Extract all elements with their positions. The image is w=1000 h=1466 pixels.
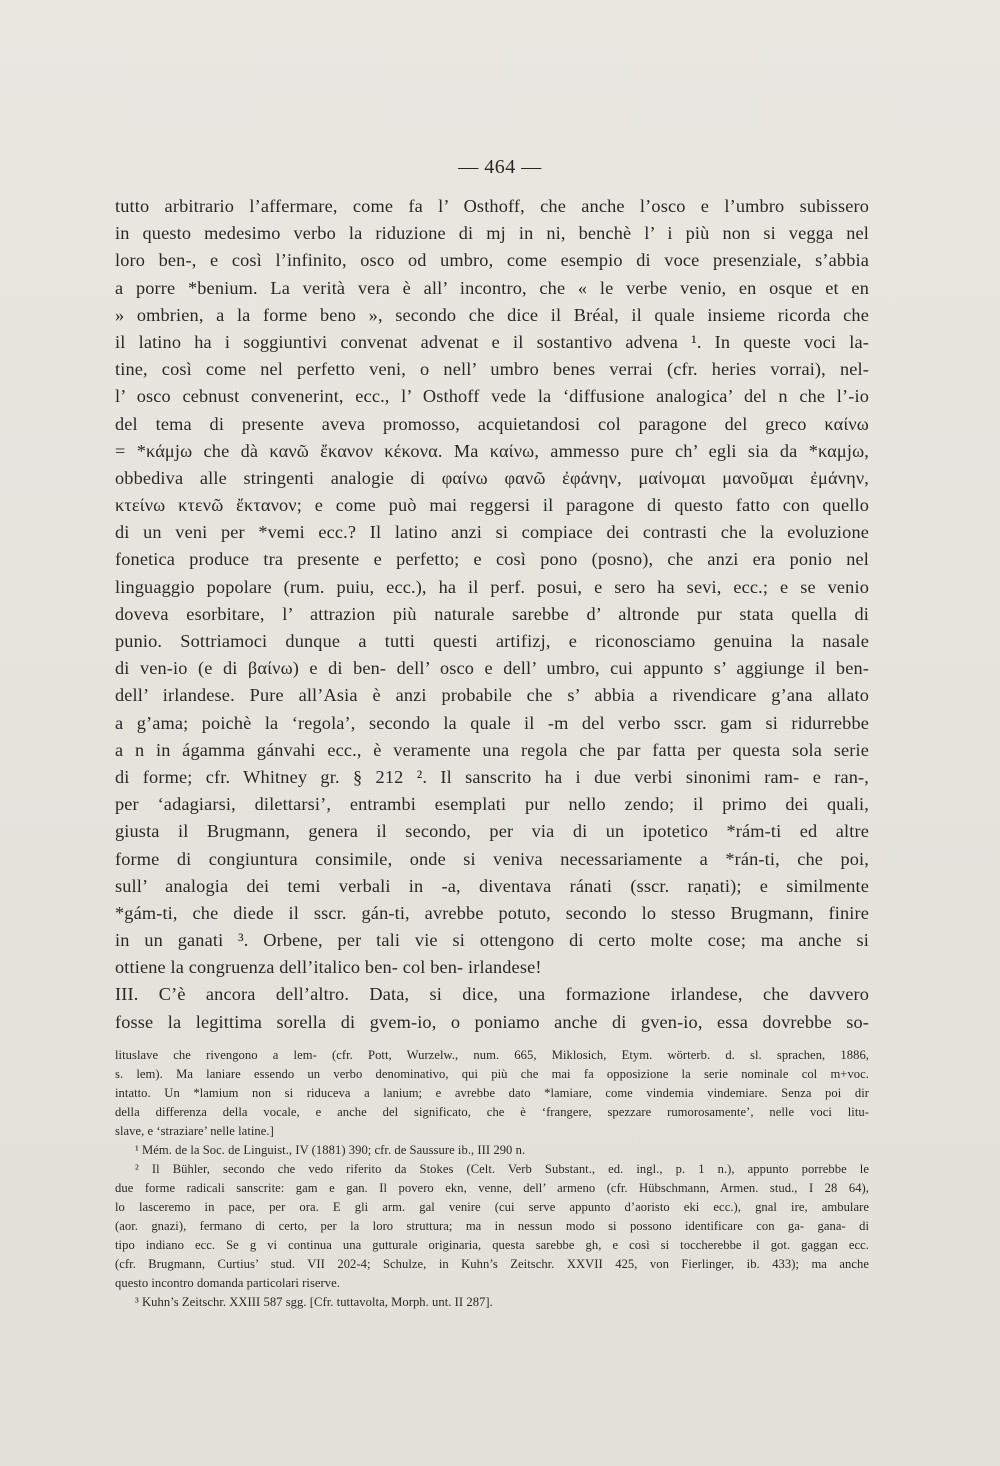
text-line: in un ganati ³. Orbene, per tali vie si ottengono di certo molte cose; ma anche si: [115, 930, 869, 951]
text-line: punio. Sottriamoci dunque a tutti questi artifizj, e riconosciamo genuina la nasale: [115, 631, 869, 651]
footnote-line: questo incontro domanda particolari riserve.: [115, 1276, 340, 1290]
text-line: forme di congiuntura consimile, onde si veniva necessariamente a *rán-ti, che poi,: [115, 848, 869, 869]
footnote-line: lo lasceremo in pace, per ora. E gli arm. gal venire (cui serve appunto d’aoristo eki ecc.), gnal ire, ambulare: [115, 1200, 869, 1214]
footnote-3: ³ Kuhn’s Zeitschr. XXIII 587 sgg. [Cfr. tuttavolta, Morph. unt. II 287].: [135, 1295, 493, 1309]
text-line: a porre *benium. La verità vera è all’ incontro, che « le verbe venio, en osque et en: [115, 277, 869, 298]
text-line: del tema di presente aveva promosso, acquietandosi col paragone del greco καίνω: [115, 413, 869, 434]
text-line: doveva esorbitare, l’ attrazion più naturale sarebbe d’ altronde pur stata quella di: [115, 603, 869, 624]
main-text: [115, 193, 869, 1036]
text-line: per ‘adagiarsi, dilettarsi’, entrambi esemplati pur nello zendo; il primo dei quali,: [115, 794, 869, 815]
text-line: tine, così come nel perfetto veni, o nell’ umbro benes verrai (cfr. heries vorrai), nel-: [115, 359, 869, 380]
footnote-line: tipo indiano ecc. Se g vi continua una gutturale originaria, questa sarebbe gh, e così si toccherebbe il got. gaggan ecc.: [115, 1238, 869, 1252]
text-line: il latino ha i soggiuntivi convenat advenat e il sostantivo advena ¹. In queste voci la-: [115, 331, 869, 352]
text-line: linguaggio popolare (rum. puiu, ecc.), ha il perf. posui, e sero ha sevi, ecc.; e se venio: [115, 576, 869, 597]
text-line: fosse la legittima sorella di gvem-io, o poniamo anche di gven-io, essa dovrebbe so-: [115, 1011, 869, 1032]
section-heading-line: III. C’è ancora dell’altro. Data, si dice, una formazione irlandese, che davvero: [115, 984, 869, 1005]
text-line: l’ osco cebnust convenerint, ecc., l’ Osthoff vede la ‘diffusione analogica’ del n che l’-io: [115, 386, 869, 407]
text-line: tutto arbitrario l’affermare, come fa l’ Osthoff, che anche l’osco e l’umbro subissero: [115, 196, 869, 216]
footnote-line: (cfr. Brugmann, Curtius’ stud. VII 202-4; Schulze, in Kuhn’s Zeitschr. XXVII 425, von Fierlinger, ib. 433); ma anche: [115, 1257, 869, 1271]
text-line: » ombrien, a la forme beno », secondo che dice il Bréal, il quale insieme ricorda che: [115, 304, 869, 325]
footnote-2: ² Il Bühler, secondo che vedo riferito da Stokes (Celt. Verb Substant., ed. ingl., p. 1 n.), appunto porrebbe le: [135, 1162, 869, 1176]
footnote-line: lituslave che rivengono a lem- (cfr. Pott, Wurzelw., num. 665, Miklosich, Etym. wörterb. d. sl. sprachen, 1886,: [115, 1048, 869, 1062]
footnote-1: ¹ Mém. de la Soc. de Linguist., IV (1881) 390; cfr. de Saussure ib., III 290 n.: [135, 1143, 526, 1157]
text-line: fonetica produce tra presente e perfetto; e così pono (posno), che anzi era ponio nel: [115, 549, 869, 570]
text-line: a n in ágamma gánvahi ecc., è veramente una regola che par fatta per questa sola serie: [115, 739, 869, 760]
footnote-line: s. lem). Ma laniare essendo un verbo denominativo, qui più che mai fa opposizione la serie nominale col m+voc.: [115, 1067, 869, 1081]
text-line: in questo medesimo verbo la riduzione di mj in ni, benchè l’ i più non si vegga nel: [115, 223, 869, 244]
page-number: — 464 —: [458, 156, 542, 178]
footnote-line: della differenza della vocale, e anche del significato, che è ‘frangere, spezzare rumorosamente’, nelle voci litu-: [115, 1105, 869, 1119]
footnotes: [115, 1046, 869, 1312]
footnote-line: (aor. gnazi), fermano di certo, per la loro struttura; ma in nessun modo si possono identificare con ga- gana- di: [115, 1219, 869, 1233]
text-line: ottiene la congruenza dell’italico ben- col ben- irlandese!: [115, 957, 542, 978]
text-line: di ven-io (e di βαίνω) e di ben- dell’ osco e dell’ umbro, cui appunto s’ aggiunge il ben-: [115, 658, 869, 679]
text-line: dell’ irlandese. Pure all’Asia è anzi probabile che s’ abbia a rivendicare g’ana allato: [115, 685, 869, 706]
text-line: sull’ analogia dei temi verbali in -a, diventava ránati (sscr. raṇati); e similmente: [115, 875, 869, 896]
text-line: di un veni per *vemi ecc.? Il latino anzi si compiace dei contrasti che la evoluzione: [115, 522, 869, 543]
text-line: a g’ama; poichè la ‘regola’, secondo la quale il -m del verbo sscr. gam si ridurrebbe: [115, 712, 869, 733]
text-line: loro ben-, e così l’infinito, osco od umbro, come esempio di voce presenziale, s’abbia: [115, 250, 869, 271]
text-line: obbediva alle stringenti analogie di φαίνω φανῶ ἐφάνην, μαίνομαι μανοῦμαι ἐμάνην,: [115, 467, 869, 488]
footnote-line: due forme radicali sanscrite: gam e gan. Il povero ekn, venne, dell’ armeno (cfr. Hübschmann, Armen. stud., I 28 64),: [115, 1181, 869, 1195]
text-line: κτείνω κτενῶ ἔκτανον; e come può mai reggersi il paragone di questo fatto con quello: [115, 495, 869, 516]
text-line: = *κάμjω che dà κανῶ ἔκανον κέκονα. Ma καίνω, ammesso pure ch’ egli sia da *καμjω,: [115, 440, 869, 461]
footnote-line: intatto. Un *lamium non si riduceva a lanium; e avrebbe dato *lamiare, come vindemia vindemiare. Senza poi dir: [115, 1086, 869, 1100]
text-line: giusta il Brugmann, genera il secondo, per via di un ipotetico *rám-ti ed altre: [115, 821, 869, 842]
text-line: di forme; cfr. Whitney gr. § 212 ². Il sanscrito ha i due verbi sinonimi ram- e ran-,: [115, 766, 869, 787]
text-line: *gám-ti, che diede il sscr. gán-ti, avrebbe potuto, secondo lo stesso Brugmann, finire: [115, 902, 869, 923]
footnote-line: slave, e ‘straziare’ nelle latine.]: [115, 1124, 274, 1138]
